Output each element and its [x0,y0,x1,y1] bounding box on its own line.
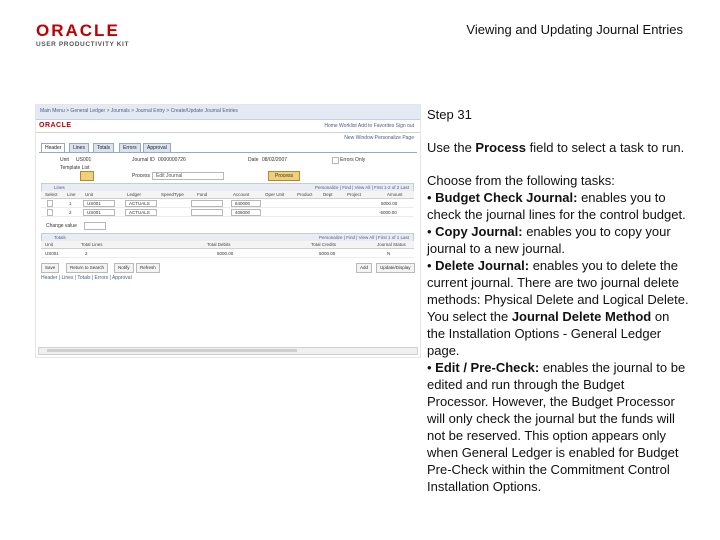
totals-col-unit: Unit [45,242,54,247]
bullet-bold: Delete Journal: [435,258,530,273]
step-number: Step 31 [427,107,472,122]
col-product: Product [297,192,313,197]
col-oper-unit: Oper Unit [265,192,285,197]
totals-grid-nav[interactable]: Personalize | Find | View All | First 1 of 1 Last [319,235,409,240]
totals-col-status: Journal Status [377,242,406,247]
screenshot-util-links: New Window Personalize Page [344,135,414,141]
tab-errors[interactable]: Errors [119,143,141,152]
add-button[interactable]: Add [356,263,372,273]
application-screenshot [35,104,421,358]
journal-id-label: Journal ID [132,157,155,163]
screenshot-brand-bar [36,120,420,133]
instruction-panel [427,104,689,495]
totals-col-lines: Total Lines [81,242,103,247]
col-project: Project [347,192,362,197]
journal-id-value: 0000000726 [158,157,186,163]
screenshot-nav-links: Home Worklist Add to Favorites Sign out [324,123,414,129]
row-account: 640000 [235,201,251,206]
bullet-text: on the Installation Options - General Ledger page. [427,309,670,358]
tab-totals[interactable]: Totals [93,143,114,152]
row-amount: -5000.00 [379,210,397,215]
totals-status: N [387,251,391,256]
table-row [41,208,414,217]
return-to-search-button[interactable]: Return to Search [66,263,108,273]
col-line: Line [67,192,76,197]
footer-tab-links[interactable]: Header | Lines | Totals | Errors | Approval [41,275,132,281]
totals-col-debits: Total Debits [207,242,231,247]
intro-bold: Process [475,140,527,155]
slide-title: Viewing and Updating Journal Entries [466,22,683,37]
col-speedtype: SpeedType [161,192,184,197]
row-line: 2 [69,210,72,215]
totals-credits: 5000.00 [319,251,336,256]
choose-heading: Choose from the following tasks: [427,173,615,188]
row-line: 1 [69,201,72,206]
lines-grid-title: Lines [54,185,65,190]
date-label: Date [248,157,259,163]
horizontal-scrollbar[interactable] [38,347,418,355]
row-fund-input[interactable] [191,200,223,207]
unit-value: US001 [76,157,92,163]
bullet-text: enables you to check the journal lines for the control budget. [427,190,686,222]
row-account: 406000 [235,210,251,215]
col-amount: Amount [387,192,403,197]
bullet-bold: Copy Journal: [435,224,523,239]
bullet-text: enables you to delete the current journal. There are two journal delete methods: Physical Delete and Logical Delete. You select the [427,258,689,324]
intro-text-2: field to select a task to run. [526,140,685,155]
save-button[interactable]: Save [41,263,59,273]
table-row [41,249,414,258]
date-value: 08/02/2007 [262,157,288,163]
list-item: • Delete Journal: enables you to delete the current journal. There are two journal delete methods: Physical Delete and Logical Delete. You select the Journal Delete Method on the Installation Options - General Ledger page. [427,258,689,358]
totals-grid-title: Totals [54,235,66,240]
template-list-link[interactable]: Template List [60,165,90,171]
col-ledger: Ledger [127,192,142,197]
screenshot-tabs [39,143,417,153]
screenshot-breadcrumb-bar [36,105,420,120]
process-label: Process [132,173,151,179]
row-ledger: ACTUALS [129,201,150,206]
refresh-button[interactable]: Refresh [136,263,160,273]
bullet-bold: Edit / Pre-Check: [435,360,540,375]
change-value-select[interactable] [84,222,106,230]
bullet-bold: Journal Delete Method [511,309,652,324]
table-row [41,199,414,208]
col-fund: Fund [197,192,208,197]
budget-check-button[interactable] [80,171,94,181]
unit-label: Unit [60,157,69,163]
update-display-button[interactable]: Update/Display [376,263,415,273]
lines-grid-nav[interactable]: Personalize | Find | View All | First 1-2 of 2 Last [315,185,409,190]
screenshot-oracle-logo: ORACLE [39,122,72,129]
row-unit: US001 [87,210,101,215]
col-unit: Unit [85,192,94,197]
errors-only-label: Errors Only [340,157,366,163]
process-value: Edit Journal [156,173,183,179]
process-button[interactable]: Process [268,171,300,181]
logo-brand: ORACLE [36,21,120,40]
totals-unit: US001 [45,251,59,256]
row-select-checkbox[interactable] [47,209,53,216]
errors-only-checkbox[interactable] [332,157,339,164]
col-select: Select [45,192,58,197]
totals-debits: 5000.00 [217,251,234,256]
tab-approval[interactable]: Approval [143,143,171,152]
oracle-upk-logo [36,22,154,49]
scrollbar-thumb[interactable] [47,349,297,352]
totals-col-credits: Total Credits [311,242,337,247]
screenshot-breadcrumbs: Main Menu > General Ledger > Journals > Journal Entry > Create/Update Journal Entries [40,108,238,114]
notify-button[interactable]: Notify [114,263,134,273]
change-value-label: Change value [46,223,77,229]
bullet-bold: Budget Check Journal: [435,190,578,205]
bullet-text: enables you to copy your journal to a new journal. [427,224,671,256]
list-item: • Budget Check Journal: enables you to check the journal lines for the control budget. [427,190,686,222]
logo-subtitle: USER PRODUCTIVITY KIT [36,41,130,48]
bullet-text: enables the journal to be edited and run through the Budget Processor. However, the Budget Processor will only check the journal but the funds will not be reserved. This option appears only when General Ledger is enabled for Budget Pre-Check within the Commitment Control Installation Options. [427,360,686,494]
screenshot-util-bar [36,133,420,143]
row-amount: 5000.00 [381,201,398,206]
row-fund-input[interactable] [191,209,223,216]
row-ledger: ACTUALS [129,210,150,215]
list-item: • Copy Journal: enables you to copy your journal to a new journal. [427,224,671,256]
tab-header[interactable]: Header [41,143,65,152]
row-unit: US001 [87,201,101,206]
list-item: • Edit / Pre-Check: enables the journal to be edited and run through the Budget Processor. However, the Budget Processor will only check the journal but the funds will not be reserved. This option appears only when General Ledger is enabled for Budget Pre-Check within the Commitment Control Installation Options. [427,360,686,494]
tab-lines[interactable]: Lines [69,143,89,152]
col-account: Account [233,192,250,197]
totals-column-headers [41,241,414,249]
row-select-checkbox[interactable] [47,200,53,207]
step-intro [427,139,689,156]
intro-text-1: Use the [427,140,476,155]
lines-column-headers [41,191,414,199]
totals-lines: 2 [85,251,88,256]
col-dept: Dept [323,192,333,197]
